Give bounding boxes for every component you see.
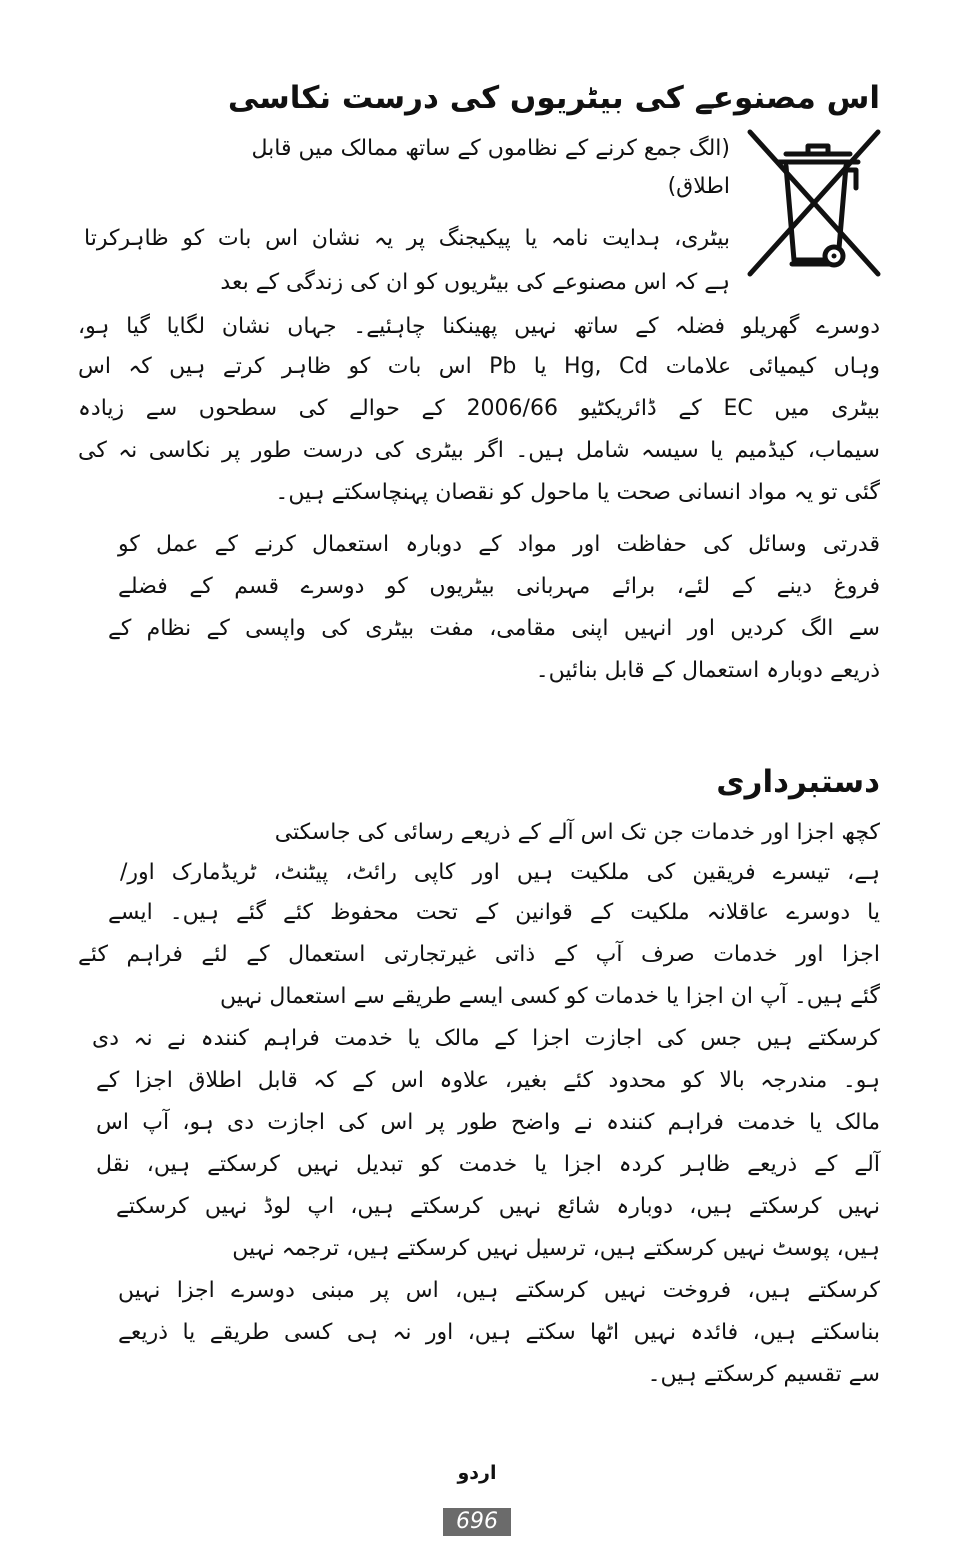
disclaimer-line-1: کچھ اجزا اور خدمات جن تک اس آلے کے ذریعے رسائی کی جاسکتی: [274, 820, 880, 845]
disclaimer-line-13: بناسکتے ہیں، فائدہ نہیں اٹھا سکتے ہیں، اور نہ ہی کسی طریقے یا ذریعے: [118, 1320, 880, 1345]
battery-line-7: بیٹری میں EC کے ڈائریکٹیو 2006/66 کے حوالے کی سطحوں سے زیادہ: [78, 396, 880, 421]
battery-line-4: ہے کہ اس مصنوعے کی بیٹریوں کو ان کی زندگی کے بعد: [220, 270, 730, 295]
battery-line-2: اطلاق): [667, 174, 730, 199]
disclaimer-line-12: کرسکتے ہیں، فروخت نہیں کرسکتے ہیں، اس پر مبنی دوسرے اجزا نہیں: [118, 1278, 880, 1303]
battery-line-8: سیماب، کیڈمیم یا سیسہ شامل ہیں۔ اگر بیٹری کی درست طور پر نکاسی نہ کی: [78, 438, 880, 463]
battery-line-9: گئی تو یہ مواد انسانی صحت یا ماحول کو نقصان پہنچاسکتے ہیں۔: [275, 480, 880, 505]
disclaimer-line-10: نہیں کرسکتے ہیں، دوبارہ شائع نہیں کرسکتے ہیں، اپ لوڈ نہیں کرسکتے: [116, 1194, 880, 1219]
battery-line-5: دوسرے گھریلو فضلہ کے ساتھ نہیں پھینکنا چاہئیے۔ جہاں نشان لگایا گیا ہو،: [78, 314, 880, 339]
battery-disposal-title: اس مصنوعے کی بیٹریوں کی درست نکاسی: [227, 80, 880, 116]
disclaimer-line-4: اجزا اور خدمات صرف آپ کے ذاتی غیرتجارتی استعمال کے لئے فراہم کئے: [78, 942, 880, 967]
disclaimer-line-2: ہے، تیسرے فریقین کی ملکیت ہیں اور کاپی رائٹ، پیٹنٹ، ٹریڈمارک اور/: [120, 860, 880, 885]
battery-line-11: فروغ دینے کے لئے، برائے مہربانی بیٹریوں کو دوسرے قسم کے فضلے: [118, 574, 880, 599]
disclaimer-line-6: کرسکتے ہیں جس کی اجازت اجزا کے مالک یا خدمت فراہم کنندہ نے نہ دی: [92, 1026, 880, 1051]
disclaimer-line-5: گئے ہیں۔ آپ ان اجزا یا خدمات کو کسی ایسے طریقے سے استعمال نہیں: [219, 984, 880, 1009]
battery-line-10: قدرتی وسائل کی حفاظت اور مواد کے دوبارہ استعمال کرنے کے عمل کو: [118, 532, 880, 557]
footer-language: اردو: [457, 1462, 497, 1484]
disclaimer-line-3: یا دوسرے عاقلانہ ملکیت کے قوانین کے تحت محفوظ کئے گئے ہیں۔ ایسے: [108, 900, 880, 925]
battery-line-1: (الگ جمع کرنے کے نظاموں کے ساتھ ممالک میں قابل: [251, 136, 730, 161]
battery-line-12: سے الگ کردیں اور انہیں اپنی مقامی، مفت بیٹری کی واپسی کے نظام کے: [108, 616, 880, 641]
battery-line-6: وہاں کیمیائی علامات Hg, Cd یا Pb اس بات کو ظاہر کرتے ہیں کہ اس: [78, 354, 880, 379]
crossed-out-wheelie-bin-icon: [746, 128, 882, 278]
disclaimer-line-14: سے تقسیم کرسکتے ہیں۔: [647, 1362, 880, 1387]
battery-line-13: ذریعے دوبارہ استعمال کے قابل بنائیں۔: [535, 658, 880, 683]
disclaimer-line-11: ہیں، پوسٹ نہیں کرسکتے ہیں، ترسیل نہیں کرسکتے ہیں، ترجمہ نہیں: [232, 1236, 880, 1261]
page-number: 696: [443, 1508, 511, 1536]
disclaimer-line-7: ہو۔ مندرجہ بالا کو محدود کئے بغیر، علاوہ اس کے کہ قابل اطلاق اجزا کے: [96, 1068, 880, 1093]
disclaimer-line-9: آلے کے ذریعے ظاہر کردہ اجزا یا خدمت کو تبدیل نہیں کرسکتے ہیں، نقل: [96, 1152, 880, 1177]
disclaimer-title: دستبرداری: [716, 764, 880, 800]
disclaimer-line-8: مالک یا خدمت فراہم کنندہ نے واضح طور پر اس کی اجازت دی ہو، آپ اس: [96, 1110, 880, 1135]
battery-line-3: بیٹری، ہدایت نامہ یا پیکیجنگ پر یہ نشان اس بات کو ظاہرکرتا: [84, 226, 730, 251]
